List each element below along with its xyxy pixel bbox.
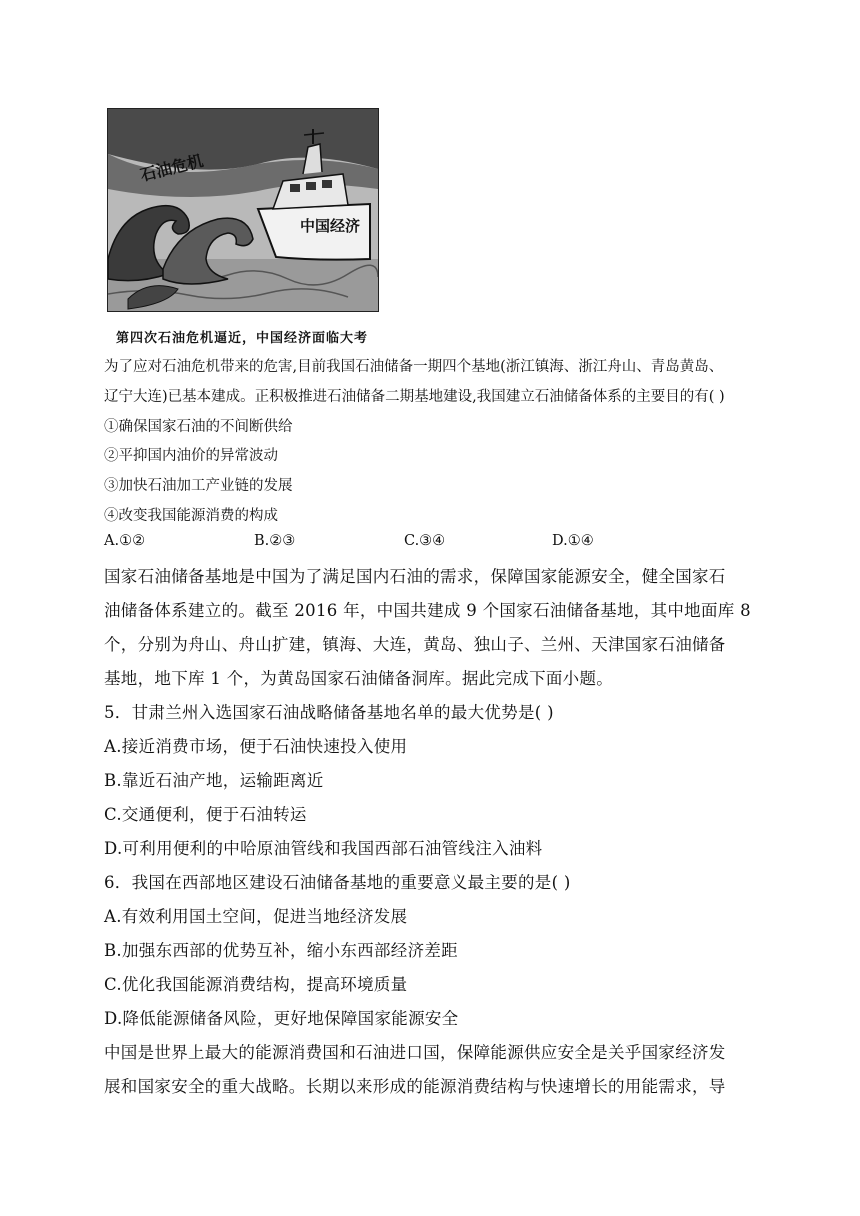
question5-stem: 5．甘肃兰州入选国家石油战略储备基地名单的最大优势是( ) <box>104 703 554 722</box>
question5-option-a: A.接近消费市场，便于石油快速投入使用 <box>104 737 408 756</box>
question6-option-a: A.有效利用国土空间，促进当地经济发展 <box>104 907 408 926</box>
passage2-line4: 基地，地下库 1 个，为黄岛国家石油储备洞库。据此完成下面小题。 <box>104 669 614 688</box>
question-intro-line2: 辽宁大连)已基本建成。正积极推进石油储备二期基地建设,我国建立石油储备体系的主要目的有( ) <box>104 389 725 405</box>
question6-stem: 6．我国在西部地区建设石油储备基地的重要意义最主要的是( ) <box>104 873 571 892</box>
choice-b: B.②③ <box>254 533 296 549</box>
cartoon-figure <box>107 108 379 312</box>
option-2: ②平抑国内油价的异常波动 <box>104 448 278 464</box>
choice-c: C.③④ <box>404 533 446 549</box>
question6-option-c: C.优化我国能源消费结构，提高环境质量 <box>104 975 408 994</box>
figure-caption: 第四次石油危机逼近，中国经济面临大考 <box>116 331 369 346</box>
question6-option-d: D.降低能源储备风险，更好地保障国家能源安全 <box>104 1009 459 1028</box>
passage2-line1: 国家石油储备基地是中国为了满足国内石油的需求，保障国家能源安全，健全国家石 <box>104 567 726 586</box>
question5-option-c: C.交通便利，便于石油转运 <box>104 805 307 824</box>
option-3: ③加快石油加工产业链的发展 <box>104 478 293 494</box>
question6-option-b: B.加强东西部的优势互补，缩小东西部经济差距 <box>104 941 458 960</box>
question5-option-b: B.靠近石油产地，运输距离近 <box>104 771 324 790</box>
option-4: ④改变我国能源消费的构成 <box>104 508 278 524</box>
answer-choices <box>104 533 664 553</box>
passage3-line2: 展和国家安全的重大战略。长期以来形成的能源消费结构与快速增长的用能需求，导 <box>104 1077 726 1096</box>
question5-option-d: D.可利用便利的中哈原油管线和我国西部石油管线注入油料 <box>104 839 543 858</box>
passage2-line3: 个，分别为舟山、舟山扩建，镇海、大连，黄岛、独山子、兰州、天津国家石油储备 <box>104 635 726 654</box>
option-1: ①确保国家石油的不间断供给 <box>104 419 293 435</box>
choice-a: A.①② <box>104 533 146 549</box>
question-intro-line1: 为了应对石油危机带来的危害,目前我国石油储备一期四个基地(浙江镇海、浙江舟山、青岛黄岛、 <box>104 359 724 375</box>
crisis-label: 石油危机 <box>138 150 206 185</box>
passage2-line2: 油储备体系建立的。截至 2016 年，中国共建成 9 个国家石油储备基地，其中地面库 8 <box>104 601 751 620</box>
ship-label: 中国经济 <box>300 217 361 235</box>
passage3-line1: 中国是世界上最大的能源消费国和石油进口国，保障能源供应安全是关乎国家经济发 <box>104 1043 726 1062</box>
choice-d: D.①④ <box>552 533 594 549</box>
cartoon-illustration <box>108 109 378 311</box>
